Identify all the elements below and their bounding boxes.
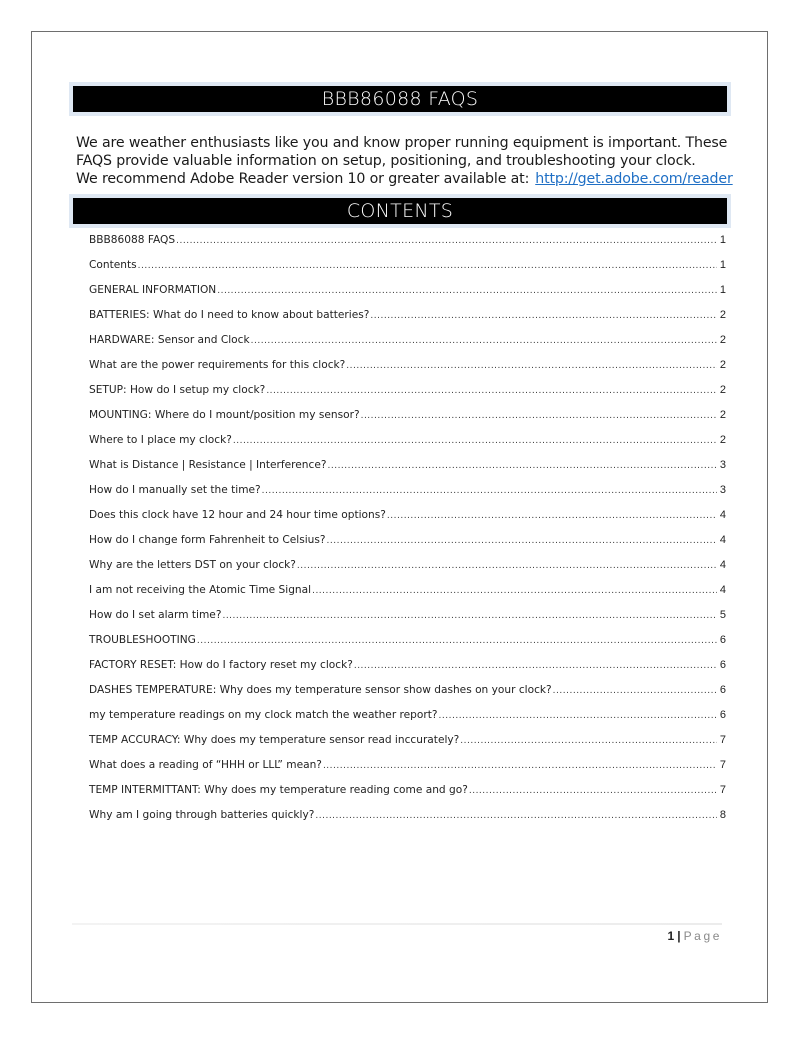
footer-divider (72, 923, 722, 925)
toc-leader (354, 661, 717, 671)
toc-entry[interactable] (89, 684, 726, 709)
toc-entry[interactable] (89, 234, 726, 259)
toc-leader (312, 586, 717, 596)
toc-entry[interactable] (89, 659, 726, 684)
toc-entry[interactable] (89, 459, 726, 484)
toc-entry[interactable] (89, 434, 726, 459)
footer-separator: | (677, 929, 681, 943)
intro-paragraph (76, 134, 736, 188)
toc-page-number: 2 (719, 384, 726, 396)
toc-label: I am not receiving the Atomic Time Signal (89, 584, 312, 596)
toc-label: TROUBLESHOOTING (89, 634, 196, 646)
toc-leader (176, 236, 717, 246)
toc-leader (251, 336, 717, 346)
toc-label: MOUNTING: Where do I mount/position my sensor? (89, 409, 360, 421)
toc-label: BBB86088 FAQS (89, 234, 176, 246)
contents-heading: CONTENTS (73, 198, 727, 224)
toc-page-number: 4 (719, 584, 726, 596)
toc-page-number: 2 (719, 434, 726, 446)
toc-label: Where to I place my clock? (89, 434, 232, 446)
toc-label: my temperature readings on my clock match the weather report? (89, 709, 438, 721)
toc-entry[interactable] (89, 484, 726, 509)
toc-entry[interactable] (89, 384, 726, 409)
footer-page-number: 1 (667, 929, 675, 943)
document-title: BBB86088 FAQS (73, 86, 727, 112)
table-of-contents (89, 234, 726, 834)
toc-label: TEMP ACCURACY: Why does my temperature sensor read inccurately? (89, 734, 460, 746)
toc-page-number: 6 (719, 659, 726, 671)
toc-leader (297, 561, 717, 571)
toc-label: What are the power requirements for this clock? (89, 359, 346, 371)
toc-entry[interactable] (89, 559, 726, 584)
toc-leader (217, 286, 717, 296)
toc-page-number: 2 (719, 334, 726, 346)
toc-leader (346, 361, 717, 371)
toc-leader (370, 311, 717, 321)
toc-label: Contents (89, 259, 137, 271)
toc-page-number: 2 (719, 309, 726, 321)
toc-page-number: 1 (719, 259, 726, 271)
toc-leader (460, 736, 717, 746)
toc-entry[interactable] (89, 734, 726, 759)
toc-label: How do I change form Fahrenheit to Celsius? (89, 534, 326, 546)
toc-leader (469, 786, 717, 796)
toc-label: What does a reading of “HHH or LLL” mean? (89, 759, 322, 771)
toc-leader (266, 386, 717, 396)
toc-entry[interactable] (89, 334, 726, 359)
toc-entry[interactable] (89, 584, 726, 609)
toc-leader (361, 411, 717, 421)
toc-page-number: 6 (719, 709, 726, 721)
toc-label: Does this clock have 12 hour and 24 hour time options? (89, 509, 386, 521)
toc-label: FACTORY RESET: How do I factory reset my clock? (89, 659, 353, 671)
toc-page-number: 6 (719, 684, 726, 696)
toc-entry[interactable] (89, 759, 726, 784)
toc-label: Why are the letters DST on your clock? (89, 559, 296, 571)
contents-banner (69, 194, 731, 228)
toc-page-number: 2 (719, 359, 726, 371)
toc-entry[interactable] (89, 709, 726, 734)
toc-label: HARDWARE: Sensor and Clock (89, 334, 250, 346)
toc-leader (439, 711, 717, 721)
toc-page-number: 3 (719, 459, 726, 471)
toc-label: How do I manually set the time? (89, 484, 261, 496)
toc-page-number: 6 (719, 634, 726, 646)
toc-label: How do I set alarm time? (89, 609, 222, 621)
toc-page-number: 7 (719, 734, 726, 746)
toc-entry[interactable] (89, 259, 726, 284)
toc-leader (233, 436, 717, 446)
toc-label: TEMP INTERMITTANT: Why does my temperature reading come and go? (89, 784, 468, 796)
toc-leader (387, 511, 717, 521)
toc-page-number: 2 (719, 409, 726, 421)
toc-leader (323, 761, 717, 771)
toc-page-number: 3 (719, 484, 726, 496)
toc-label: SETUP: How do I setup my clock? (89, 384, 266, 396)
toc-page-number: 1 (719, 234, 726, 246)
toc-page-number: 8 (719, 809, 726, 821)
toc-entry[interactable] (89, 309, 726, 334)
toc-page-number: 7 (719, 784, 726, 796)
toc-leader (262, 486, 717, 496)
toc-page-number: 4 (719, 509, 726, 521)
adobe-reader-link[interactable]: http://get.adobe.com/reader (535, 171, 733, 187)
intro-line-3-text: We recommend Adobe Reader version 10 or greater available at: (76, 171, 530, 187)
intro-line-2: FAQS provide valuable information on setup, positioning, and troubleshooting your clock. (76, 153, 696, 169)
toc-entry[interactable] (89, 609, 726, 634)
toc-entry[interactable] (89, 409, 726, 434)
toc-page-number: 5 (719, 609, 726, 621)
toc-label: DASHES TEMPERATURE: Why does my temperature sensor show dashes on your clock? (89, 684, 552, 696)
toc-entry[interactable] (89, 509, 726, 534)
toc-entry[interactable] (89, 359, 726, 384)
toc-entry[interactable] (89, 784, 726, 809)
toc-label: GENERAL INFORMATION (89, 284, 217, 296)
title-banner (69, 82, 731, 116)
toc-entry[interactable] (89, 809, 726, 834)
toc-leader (222, 611, 717, 621)
toc-page-number: 4 (719, 534, 726, 546)
toc-leader (197, 636, 717, 646)
toc-leader (327, 536, 717, 546)
toc-leader (327, 461, 717, 471)
page-footer (668, 929, 722, 943)
toc-entry[interactable] (89, 534, 726, 559)
intro-line-1: We are weather enthusiasts like you and know proper running equipment is important. These (76, 135, 728, 151)
toc-label: BATTERIES: What do I need to know about batteries? (89, 309, 370, 321)
toc-leader (138, 261, 717, 271)
toc-entry[interactable] (89, 284, 726, 309)
toc-label: What is Distance | Resistance | Interference? (89, 459, 327, 471)
intro-line-3 (76, 170, 736, 188)
footer-page-label: Page (683, 929, 722, 943)
toc-leader (315, 811, 717, 821)
toc-page-number: 1 (719, 284, 726, 296)
toc-leader (553, 686, 717, 696)
toc-entry[interactable] (89, 634, 726, 659)
toc-page-number: 4 (719, 559, 726, 571)
toc-page-number: 7 (719, 759, 726, 771)
toc-label: Why am I going through batteries quickly? (89, 809, 315, 821)
